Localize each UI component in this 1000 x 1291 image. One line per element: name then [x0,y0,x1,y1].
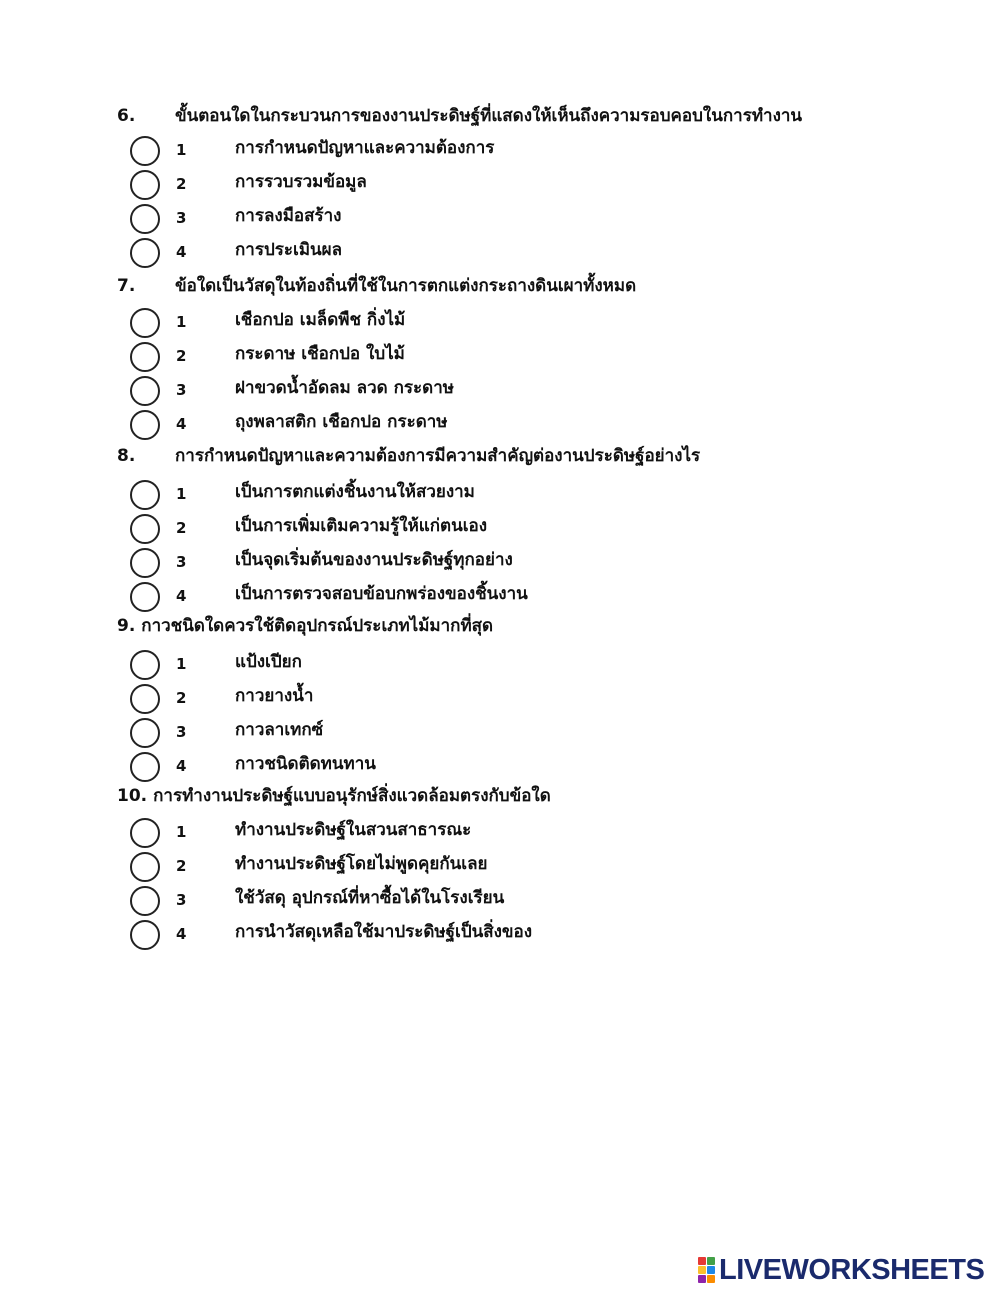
logo-square [698,1257,706,1265]
question-8 [117,444,700,468]
question-text: ข้อใดเป็นวัสดุในท้องถิ่นที่ใช้ในการตกแต่งกระถางดินเผาทั้งหมด [175,276,637,296]
question-6 [117,104,802,128]
option-text: กาวยางน้ำ [235,686,314,706]
option-number: 1 [176,485,187,503]
option-9-2[interactable] [130,684,730,714]
radio-button[interactable] [130,136,160,166]
option-number: 2 [176,347,187,365]
radio-button[interactable] [130,376,160,406]
option-7-4[interactable] [130,410,730,440]
radio-button[interactable] [130,308,160,338]
radio-button[interactable] [130,752,160,782]
question-number: 10. [117,786,148,806]
radio-button[interactable] [130,818,160,848]
radio-button[interactable] [130,342,160,372]
option-text: กระดาษ เชือกปอ ใบไม้ [235,344,405,364]
option-text: เป็นการเพิ่มเติมความรู้ให้แก่ตนเอง [235,516,488,536]
option-10-3[interactable] [130,886,730,916]
logo-square [707,1266,715,1274]
option-number: 4 [176,243,187,261]
option-number: 4 [176,587,187,605]
radio-button[interactable] [130,480,160,510]
question-number: 8. [117,446,136,466]
radio-button[interactable] [130,852,160,882]
option-7-1[interactable] [130,308,730,338]
question-number: 7. [117,276,136,296]
radio-button[interactable] [130,582,160,612]
question-10 [117,784,551,808]
radio-button[interactable] [130,204,160,234]
option-number: 1 [176,655,187,673]
option-6-3[interactable] [130,204,730,234]
option-8-2[interactable] [130,514,730,544]
option-text: เป็นการตรวจสอบข้อบกพร่องของชิ้นงาน [235,584,528,604]
logo-square [698,1266,706,1274]
option-text: การรวบรวมข้อมูล [235,172,367,192]
option-text: ทำงานประดิษฐ์โดยไม่พูดคุยกันเลย [235,854,488,874]
option-number: 2 [176,689,187,707]
question-text: การทำงานประดิษฐ์แบบอนุรักษ์สิ่งแวดล้อมตรงกับข้อใด [153,786,551,806]
liveworksheets-icon [698,1257,715,1283]
radio-button[interactable] [130,718,160,748]
option-text: เชือกปอ เมล็ดพืช กิ่งไม้ [235,310,406,330]
question-text: ขั้นตอนใดในกระบวนการของงานประดิษฐ์ที่แสดงให้เห็นถึงความรอบคอบในการทำงาน [175,106,803,126]
question-text: กาวชนิดใดควรใช้ติดอุปกรณ์ประเภทไม้มากที่สุด [141,616,494,636]
option-9-3[interactable] [130,718,730,748]
option-text: ทำงานประดิษฐ์ในสวนสาธารณะ [235,820,472,840]
option-number: 3 [176,209,187,227]
option-text: เป็นจุดเริ่มต้นของงานประดิษฐ์ทุกอย่าง [235,550,513,570]
option-number: 2 [176,857,187,875]
option-text: การนำวัสดุเหลือใช้มาประดิษฐ์เป็นสิ่งของ [235,922,533,942]
option-number: 3 [176,723,187,741]
question-7 [117,274,636,298]
radio-button[interactable] [130,548,160,578]
radio-button[interactable] [130,514,160,544]
option-text: กาวลาเทกซ์ [235,720,324,740]
option-number: 4 [176,415,187,433]
option-text: การประเมินผล [235,240,343,260]
option-text: แป้งเปียก [235,652,302,672]
option-6-2[interactable] [130,170,730,200]
option-number: 3 [176,553,187,571]
question-9 [117,614,493,638]
option-6-1[interactable] [130,136,730,166]
option-7-2[interactable] [130,342,730,372]
option-6-4[interactable] [130,238,730,268]
radio-button[interactable] [130,650,160,680]
radio-button[interactable] [130,238,160,268]
radio-button[interactable] [130,920,160,950]
option-9-4[interactable] [130,752,730,782]
option-text: เป็นการตกแต่งชิ้นงานให้สวยงาม [235,482,475,502]
option-number: 2 [176,519,187,537]
option-text: การกำหนดปัญหาและความต้องการ [235,138,495,158]
logo-square [707,1275,715,1283]
radio-button[interactable] [130,410,160,440]
option-10-4[interactable] [130,920,730,950]
option-8-4[interactable] [130,582,730,612]
question-text: การกำหนดปัญหาและความต้องการมีความสำคัญต่องานประดิษฐ์อย่างไร [175,446,701,466]
option-number: 4 [176,757,187,775]
question-number: 6. [117,106,136,126]
option-text: ถุงพลาสติก เชือกปอ กระดาษ [235,412,448,432]
option-10-1[interactable] [130,818,730,848]
option-number: 3 [176,381,187,399]
option-7-3[interactable] [130,376,730,406]
radio-button[interactable] [130,886,160,916]
option-number: 1 [176,141,187,159]
radio-button[interactable] [130,684,160,714]
option-8-3[interactable] [130,548,730,578]
question-number: 9. [117,616,136,636]
logo-square [707,1257,715,1265]
option-8-1[interactable] [130,480,730,510]
radio-button[interactable] [130,170,160,200]
option-text: การลงมือสร้าง [235,206,342,226]
option-number: 1 [176,823,187,841]
option-number: 1 [176,313,187,331]
liveworksheets-logo [698,1255,984,1285]
option-9-1[interactable] [130,650,730,680]
option-number: 2 [176,175,187,193]
option-10-2[interactable] [130,852,730,882]
brand-name: LIVEWORKSHEETS [719,1254,985,1286]
option-text: กาวชนิดติดทนทาน [235,754,376,774]
option-number: 3 [176,891,187,909]
option-number: 4 [176,925,187,943]
option-text: ฝาขวดน้ำอัดลม ลวด กระดาษ [235,378,454,398]
option-text: ใช้วัสดุ อุปกรณ์ที่หาซื้อได้ในโรงเรียน [235,888,505,908]
logo-square [698,1275,706,1283]
